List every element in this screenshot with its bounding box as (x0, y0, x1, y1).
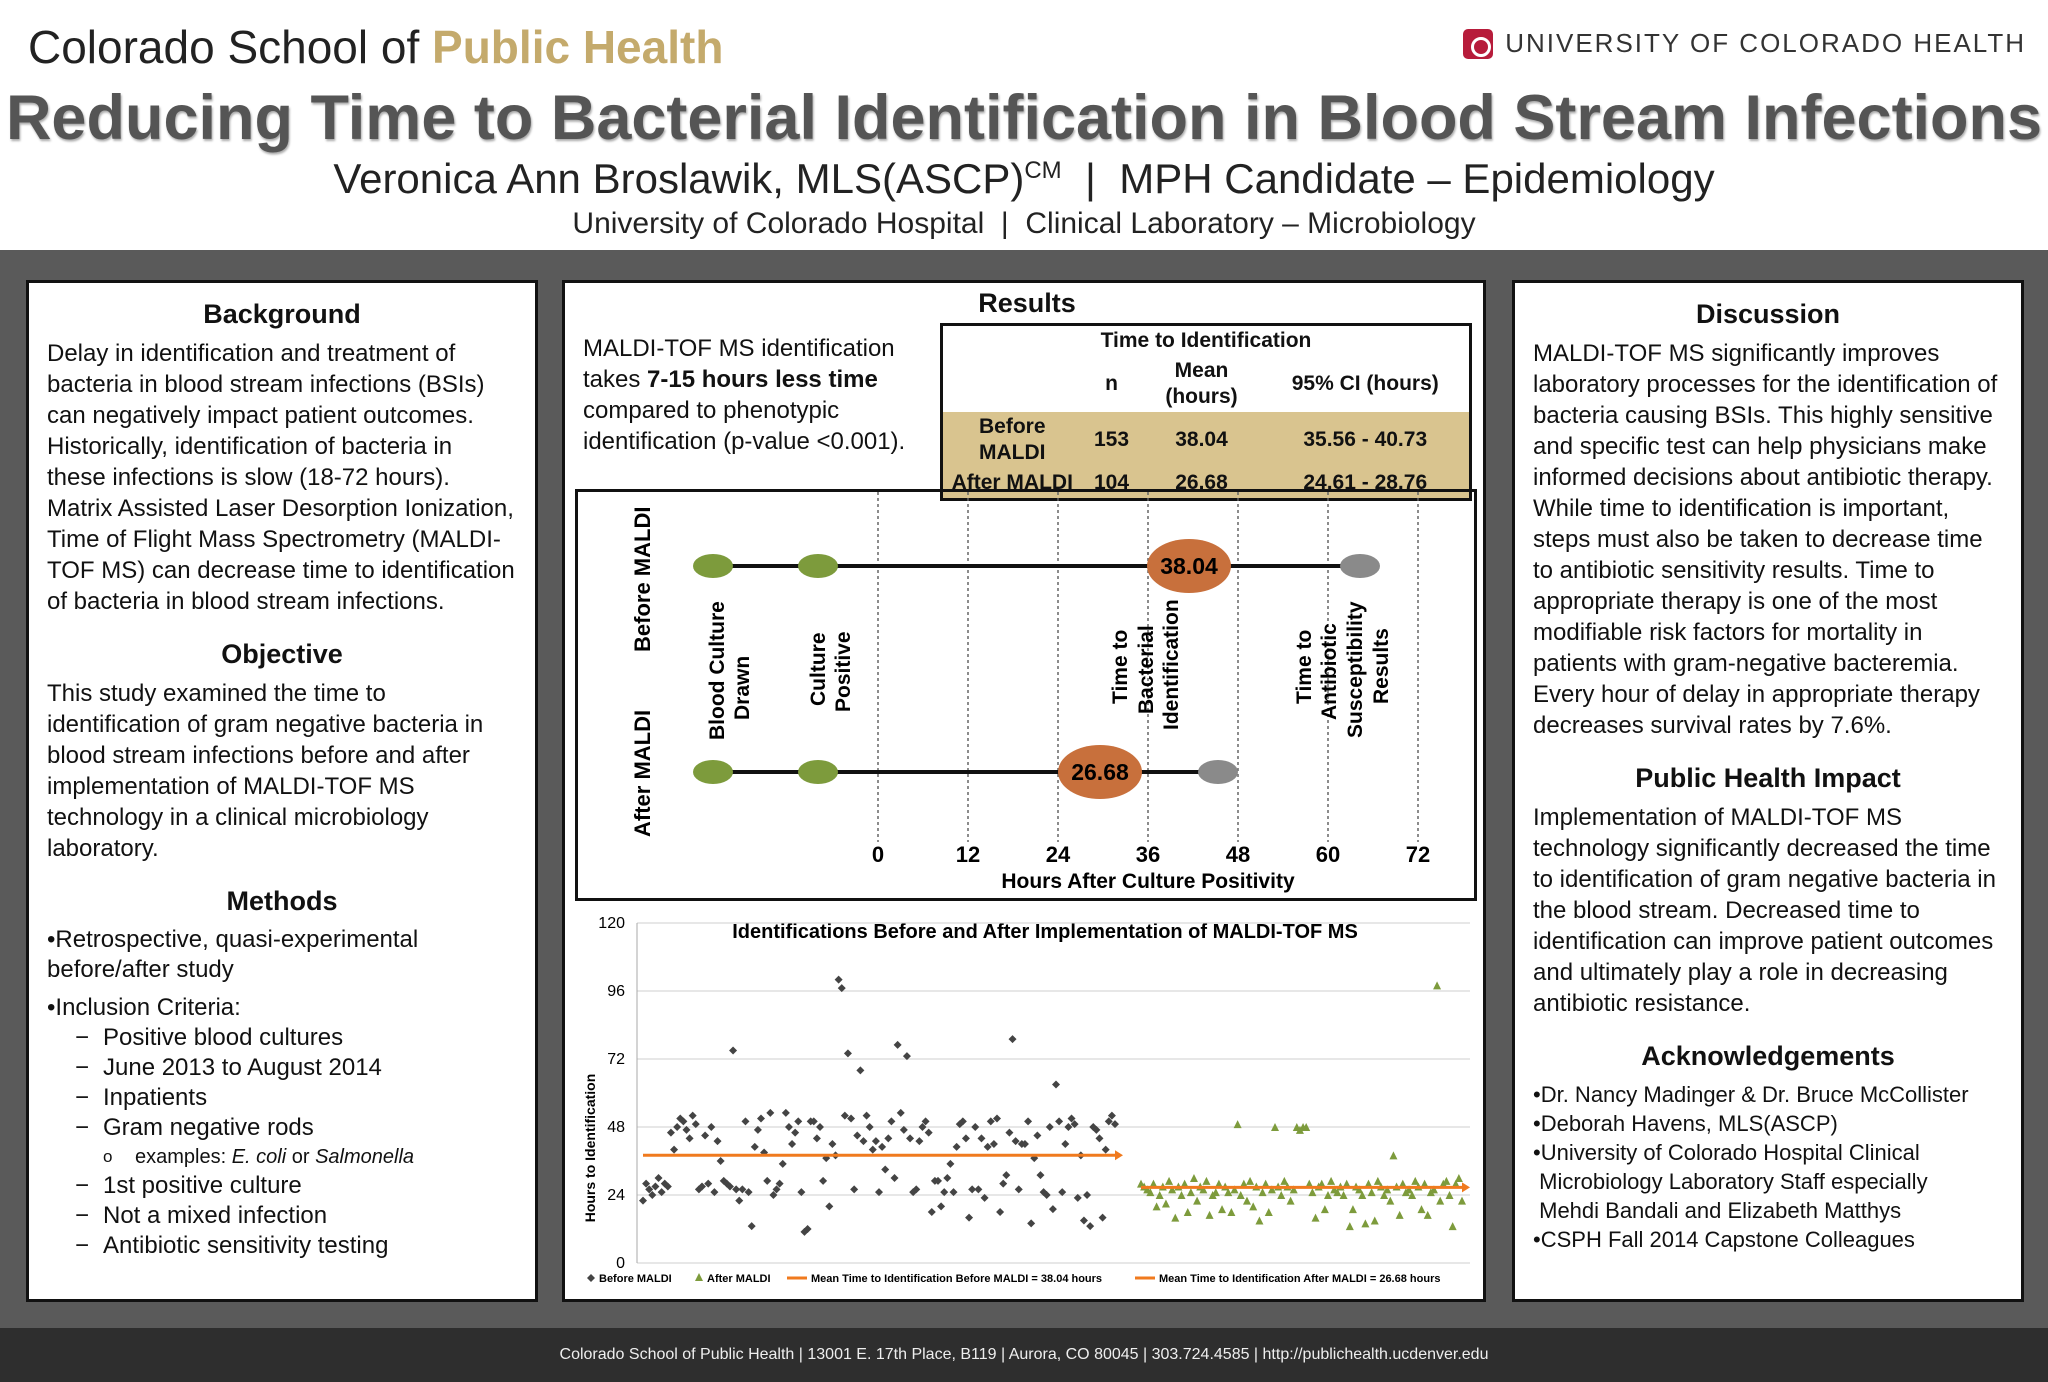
right-panel (1512, 280, 2024, 1302)
discussion-text: MALDI-TOF MS significantly improves laboratory processes for the identification of bacteria causing BSIs. This highly sensitive and specific test can help physicians make informed decisions about antibiotic therapy. While time to identification is important, steps must also be taken to decrease time to antibiotic sensitivity results. Time to appropriate therapy is one of the most modifiable risk factors for mortality in patients with gram-negative bacteremia. Every hour of delay in appropriate therapy decreases survival rates by 7.6%. (1533, 340, 1998, 739)
after-point (1206, 1211, 1214, 1219)
tick-label: 12 (955, 842, 981, 867)
ack-item: •University of Colorado Hospital Clinical (1533, 1140, 1920, 1165)
y-tick-label: 48 (607, 1119, 625, 1136)
results-panel (562, 280, 1486, 1302)
after-point (1389, 1151, 1397, 1159)
chart-points (639, 976, 1466, 1236)
after-point (1312, 1214, 1320, 1222)
stage-label: Susceptibility (1344, 601, 1367, 738)
row-label-before: Before MALDI (630, 506, 655, 652)
before-point (828, 1140, 836, 1148)
before-point (894, 1041, 902, 1049)
before-point (741, 1117, 749, 1125)
before-point (1046, 1123, 1054, 1131)
table-cell: 24.61 - 28.76 (1262, 468, 1471, 500)
timeline-ticks (872, 842, 1430, 867)
legend-label: After MALDI (707, 1273, 771, 1285)
before-point (897, 1109, 905, 1117)
after-point (1171, 1214, 1179, 1222)
before-point (655, 1174, 663, 1182)
discussion-heading: Discussion (1695, 299, 1841, 329)
table-cell: 38.04 (1142, 412, 1262, 468)
left-panel (26, 280, 538, 1302)
before-point (1080, 1217, 1088, 1225)
y-tick-label: 24 (607, 1187, 625, 1204)
criteria-item: − June 2013 to August 2014 (75, 1053, 517, 1083)
before-point (953, 1143, 961, 1151)
before-point (1036, 1171, 1044, 1179)
table-row (942, 412, 1471, 468)
methods-list (47, 925, 517, 1023)
before-point (785, 1123, 793, 1131)
before-point (748, 1222, 756, 1230)
stage-label: Antibiotic (1318, 623, 1341, 720)
poster-title: Reducing Time to Bacterial Identification in Blood Stream Infections (5, 83, 2043, 153)
before-point (850, 1185, 858, 1193)
after-point (1227, 1208, 1235, 1216)
before-point (878, 1143, 886, 1151)
ack-item: •Dr. Nancy Madinger & Dr. Bruce McCollister (1533, 1082, 1969, 1107)
before-point (891, 1174, 899, 1182)
before-point (859, 1137, 867, 1145)
table-cell: 26.68 (1142, 468, 1262, 500)
objective-heading: Objective (221, 639, 343, 669)
criteria-list-2 (47, 1171, 517, 1261)
before-point (1049, 1205, 1057, 1213)
after-point (1255, 1217, 1263, 1225)
before-point (925, 1129, 933, 1137)
ack-item: •CSPH Fall 2014 Capstone Colleagues (1533, 1227, 1915, 1252)
before-point (937, 1202, 945, 1210)
before-point (1024, 1117, 1032, 1125)
stage-label: Bacterial (1135, 625, 1158, 714)
before-point (971, 1123, 979, 1131)
chart-yticks (598, 915, 625, 1272)
before-point (714, 1137, 722, 1145)
before-point (816, 1123, 824, 1131)
after-point (1449, 1222, 1457, 1230)
before-mean-label: 38.04 (1160, 553, 1218, 579)
after-point (1202, 1177, 1210, 1185)
chart-title: Identifications Before and After Implementation of MALDI-TOF MS (732, 921, 1358, 943)
timeline-diagram (575, 489, 1477, 901)
after-point (1153, 1202, 1161, 1210)
after-point (1187, 1188, 1195, 1196)
before-culture-positive-marker (798, 554, 838, 578)
after-mean-label: 26.68 (1071, 759, 1129, 785)
tick-label: 72 (1405, 842, 1431, 867)
before-point (887, 1117, 895, 1125)
background-heading: Background (203, 299, 361, 329)
after-point (1368, 1188, 1376, 1196)
after-point (1246, 1177, 1254, 1185)
chart-ylabel: Hours to Identification (582, 1073, 598, 1223)
objective-text: This study examined the time to identification of gram negative bacteria in blood stream infections before and after implementation of MALDI-TOF MS technology in a clinical microbiology laboratory. (47, 680, 484, 862)
criteria-item: − Gram negative rods (75, 1113, 517, 1143)
before-point (639, 1197, 647, 1205)
mean-line-after-arrow (1462, 1182, 1470, 1192)
after-point (1346, 1222, 1354, 1230)
before-point (1086, 1222, 1094, 1230)
before-point (835, 976, 843, 984)
tick-label: 24 (1045, 842, 1071, 867)
background-text: Delay in identification and treatment of bacteria in blood stream infections (BSIs) can negatively impact patient outcomes. Historically, identification of bacteria in these infections is slow (18-72 hours). Matrix Assisted Laser Desorption Ionization, Time of Flight Mass Spectrometry (MALDI-TOF MS) can decrease time to identification of bacteria in blood stream infections. (47, 340, 515, 615)
legend-label: Before MALDI (599, 1273, 672, 1285)
tick-label: 48 (1225, 842, 1251, 867)
before-point (962, 1134, 970, 1142)
time-to-identification-table (940, 323, 1472, 501)
before-point (1095, 1134, 1103, 1142)
table-cell: Before MALDI (942, 412, 1082, 468)
before-point (853, 1132, 861, 1140)
methods-item: •Retrospective, quasi-experimental before/after study (47, 926, 419, 983)
before-point (869, 1146, 877, 1154)
table-header: Mean (hours) (1165, 359, 1238, 408)
before-point (763, 1177, 771, 1185)
before-point (757, 1115, 765, 1123)
after-point (1234, 1120, 1242, 1128)
before-susceptibility-marker (1340, 554, 1380, 578)
before-point (782, 1109, 790, 1117)
table-cell: 35.56 - 40.73 (1262, 412, 1471, 468)
before-point (1083, 1191, 1091, 1199)
mean-line-before-arrow (1115, 1150, 1123, 1160)
before-point (670, 1146, 678, 1154)
after-point (1349, 1205, 1357, 1213)
before-point (906, 1134, 914, 1142)
after-point (1455, 1174, 1463, 1182)
chart-mean-lines (643, 1150, 1470, 1192)
before-point (707, 1123, 715, 1131)
before-point (943, 1174, 951, 1182)
y-tick-label: 0 (616, 1255, 625, 1272)
table-cell: 104 (1082, 468, 1142, 500)
after-susceptibility-marker (1198, 760, 1238, 784)
before-point (996, 1208, 1004, 1216)
after-point (1162, 1200, 1170, 1208)
ack-heading: Acknowledgements (1641, 1041, 1895, 1071)
poster-footer: Colorado School of Public Health | 13001 E. 17th Place, B119 | Aurora, CO 80045 | 303.724.4585 | http://publichealth.ucdenver.edu (0, 1328, 2048, 1382)
scatter-chart (575, 908, 1477, 1298)
before-point (965, 1214, 973, 1222)
after-point (1417, 1205, 1425, 1213)
before-point (689, 1112, 697, 1120)
before-point (977, 1134, 985, 1142)
y-tick-label: 72 (607, 1051, 625, 1068)
stage-label: Results (1370, 628, 1393, 704)
after-point (1184, 1208, 1192, 1216)
after-point (1396, 1211, 1404, 1219)
ack-item: Mehdi Bandali and Elizabeth Matthys (1533, 1198, 1902, 1223)
before-point (825, 1202, 833, 1210)
legend-label: Mean Time to Identification Before MALDI = 38.04 hours (811, 1273, 1103, 1285)
stage-label: Positive (832, 631, 855, 712)
table-header (942, 356, 1082, 412)
ack-list (1533, 1080, 2003, 1254)
before-point (1055, 1117, 1063, 1125)
before-point (1102, 1146, 1110, 1154)
stage-label: Culture (807, 632, 830, 706)
before-point (686, 1134, 694, 1142)
stage-label: Time to (1293, 629, 1316, 704)
before-point (856, 1066, 864, 1074)
uch-logo: UNIVERSITY OF COLORADO HEALTH (1463, 28, 2026, 59)
before-point (1061, 1140, 1069, 1148)
school-name: Colorado School of Public Health (28, 21, 724, 73)
before-point (791, 1129, 799, 1137)
methods-heading: Methods (226, 886, 338, 916)
after-point (1458, 1197, 1466, 1205)
after-point (1327, 1177, 1335, 1185)
criteria-item: − Inpatients (75, 1083, 517, 1113)
ack-item: •Deborah Havens, MLS(ASCP) (1533, 1111, 1838, 1136)
table-title: Time to Identification (1100, 329, 1312, 352)
after-point (1165, 1177, 1173, 1185)
uch-emblem-icon (1463, 29, 1493, 59)
results-text: MALDI-TOF MS identification takes 7-15 hours less time compared to phenotypic identification (p-value <0.001). (583, 335, 906, 455)
scatter-svg (575, 908, 1477, 1298)
author-line: Veronica Ann Broslawik, MLS(ASCP)$^{CM}$ | MPH Candidate – Epidemiology (333, 155, 1715, 202)
before-point (1027, 1219, 1035, 1227)
before-point (866, 1123, 874, 1131)
before-point (1033, 1132, 1041, 1140)
after-point (1287, 1197, 1295, 1205)
before-point (1052, 1081, 1060, 1089)
after-point (1433, 981, 1441, 989)
after-point (1361, 1219, 1369, 1227)
before-point (915, 1137, 923, 1145)
before-point (794, 1117, 802, 1125)
stage-label: Blood Culture (706, 601, 729, 740)
after-point (1436, 1197, 1444, 1205)
table-header: 95% CI (hours) (1291, 372, 1439, 395)
before-point (751, 1143, 759, 1151)
after-point (1190, 1174, 1198, 1182)
tick-label: 0 (871, 842, 885, 867)
before-point (673, 1123, 681, 1131)
examples-line: o examples: E. coli or Salmonella (47, 1143, 517, 1171)
criteria-item: − Positive blood cultures (75, 1023, 517, 1053)
before-point (1015, 1185, 1023, 1193)
before-point (884, 1134, 892, 1142)
before-point (1002, 1171, 1010, 1179)
after-culture-positive-marker (798, 760, 838, 784)
results-heading: Results (978, 288, 1076, 318)
before-point (788, 1140, 796, 1148)
criteria-list (47, 1023, 517, 1143)
y-tick-label: 96 (607, 983, 625, 1000)
legend-after-marker (695, 1273, 703, 1281)
stage-labels (706, 599, 1393, 740)
affiliation: University of Colorado Hospital | Clinical Laboratory – Microbiology (572, 207, 1476, 240)
before-point (1099, 1214, 1107, 1222)
timeline-xlabel: Hours After Culture Positivity (1001, 870, 1295, 893)
after-blood-drawn-marker (693, 760, 733, 784)
impact-text: Implementation of MALDI-TOF MS technology significantly decreased the time to identification of gram negative bacteria in the blood stream. Decreased time to identification can improve patient outcomes and ultimately play a role in decreasing antibiotic resistance. (1533, 804, 1996, 1017)
before-point (819, 1177, 827, 1185)
impact-heading: Public Health Impact (1635, 763, 1901, 793)
before-point (872, 1137, 880, 1145)
before-point (863, 1112, 871, 1120)
before-blood-drawn-marker (693, 554, 733, 578)
before-point (766, 1109, 774, 1117)
before-point (1005, 1129, 1013, 1137)
y-tick-label: 120 (598, 915, 625, 932)
table-cell: 153 (1082, 412, 1142, 468)
after-point (1265, 1208, 1273, 1216)
table-cell: After MALDI (942, 468, 1082, 500)
legend-before-marker (587, 1274, 595, 1282)
row-label-after: After MALDI (630, 709, 655, 837)
before-point (729, 1047, 737, 1055)
before-point (999, 1180, 1007, 1188)
after-point (1371, 1217, 1379, 1225)
before-point (813, 1134, 821, 1142)
stage-label: Drawn (731, 655, 754, 720)
before-point (881, 1166, 889, 1174)
table-header: n (1105, 372, 1118, 395)
before-point (717, 1157, 725, 1165)
before-point (974, 1185, 982, 1193)
after-point (1193, 1197, 1201, 1205)
stage-label: Time to (1109, 629, 1132, 704)
before-point (701, 1132, 709, 1140)
after-point (1321, 1205, 1329, 1213)
methods-item: •Inclusion Criteria: (47, 994, 241, 1021)
before-point (1009, 1035, 1017, 1043)
tick-label: 60 (1315, 842, 1341, 867)
before-point (928, 1208, 936, 1216)
before-point (735, 1197, 743, 1205)
before-point (844, 1049, 852, 1057)
timeline-svg (578, 492, 1474, 898)
before-point (946, 1160, 954, 1168)
before-point (779, 1160, 787, 1168)
criteria-item: − 1st positive culture (75, 1171, 517, 1201)
criteria-item: − Not a mixed infection (75, 1201, 517, 1231)
legend-label: Mean Time to Identification After MALDI = 26.68 hours (1159, 1273, 1441, 1285)
criteria-item: − Antibiotic sensitivity testing (75, 1231, 517, 1261)
poster-header (0, 0, 2048, 250)
tick-label: 36 (1135, 842, 1161, 867)
chart-legend (587, 1273, 1440, 1285)
stage-label: Identification (1160, 599, 1183, 730)
after-point (1218, 1205, 1226, 1213)
ack-item: Microbiology Laboratory Staff especially (1533, 1169, 1928, 1194)
before-point (667, 1129, 675, 1137)
